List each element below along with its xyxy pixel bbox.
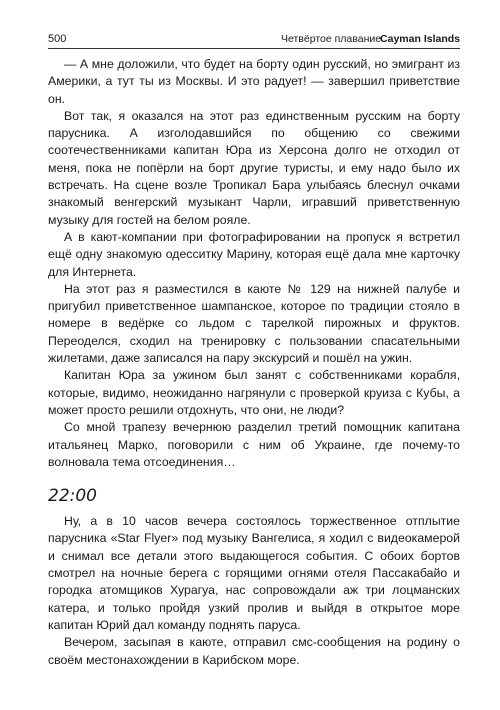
paragraph: Со мной трапезу вечернюю разделил третий помощник капитана итальянец Марко, поговорили с ним об Украине, где почему-то волновала тема отсоединения…: [48, 420, 460, 469]
place-name: Cayman Islands: [380, 33, 460, 45]
paragraph: — А мне доложили, что будет на борту один русский, но эмигрант из Америки, а тут ты из Москвы. И это радует! — завершил приветствие он.: [48, 57, 460, 106]
time-heading: 22:00: [48, 486, 97, 507]
page-number: 500: [48, 33, 67, 45]
paragraph: Ну, а в 10 часов вечера состоялось торжественное отплытие парусника «Star Flyer» под музыку Вангелиса, я ходил с видеокамерой и снимал все детали этого выдающегося события. С обоих бортов смотрел на ночные берега с горящими огнями отеля Пассакабайо и городка атомщиков Хурагуа, нас сопровождали аж три лоцманских катера, и только пройдя узкий пролив и выйдя в открытое море капитан Юрий дал команду поднять паруса.: [48, 514, 460, 632]
header-divider: [48, 48, 460, 49]
paragraph: На этот раз я разместился в каюте № 129 на нижней палубе и пригубил приветственное шампанское, которое по традиции стояло в номере в ведёрке со льдом с тарелкой пирожных и фруктов. Переоделся, сходил на тренировку с пользовании спасательными жилетами, даже записался на пару экскурсий и пошёл на ужин.: [48, 281, 460, 366]
chapter-title: Четвёртое плавание: [281, 33, 382, 45]
paragraph: А в кают-компании при фотографировании на пропуск я встретил ещё одну знакомую одесситку Марину, которая ещё дала мне карточку для Интернета.: [48, 229, 460, 279]
book-page: [48, 32, 460, 669]
body-text: [48, 56, 460, 669]
paragraph: Вечером, засыпая в каюте, отправил смс-сообщения на родину о своём местонахождении в Карибском море.: [48, 635, 460, 667]
running-head: [48, 32, 460, 50]
paragraph: Капитан Юра за ужином был занят с собственниками корабля, которые, видимо, неожиданно нагрянули с проверкой круиза с Кубы, а может просто решили отдохнуть, что они, не люди?: [48, 368, 460, 417]
paragraph: Вот так, я оказался на этот раз единственным русским на борту парусника. А изголодавшийся по общению со свежими соотечественниками капитан Юра из Херсона долго не отходил от меня, пока не попёрли на борт другие туристы, и ему надо было их встречать. На сцене возле Тропикал Бара улыбаясь блеснул очками знакомый венгерский музыкант Чарли, игравший приветственную музыку для гостей на белом рояле.: [48, 108, 460, 227]
